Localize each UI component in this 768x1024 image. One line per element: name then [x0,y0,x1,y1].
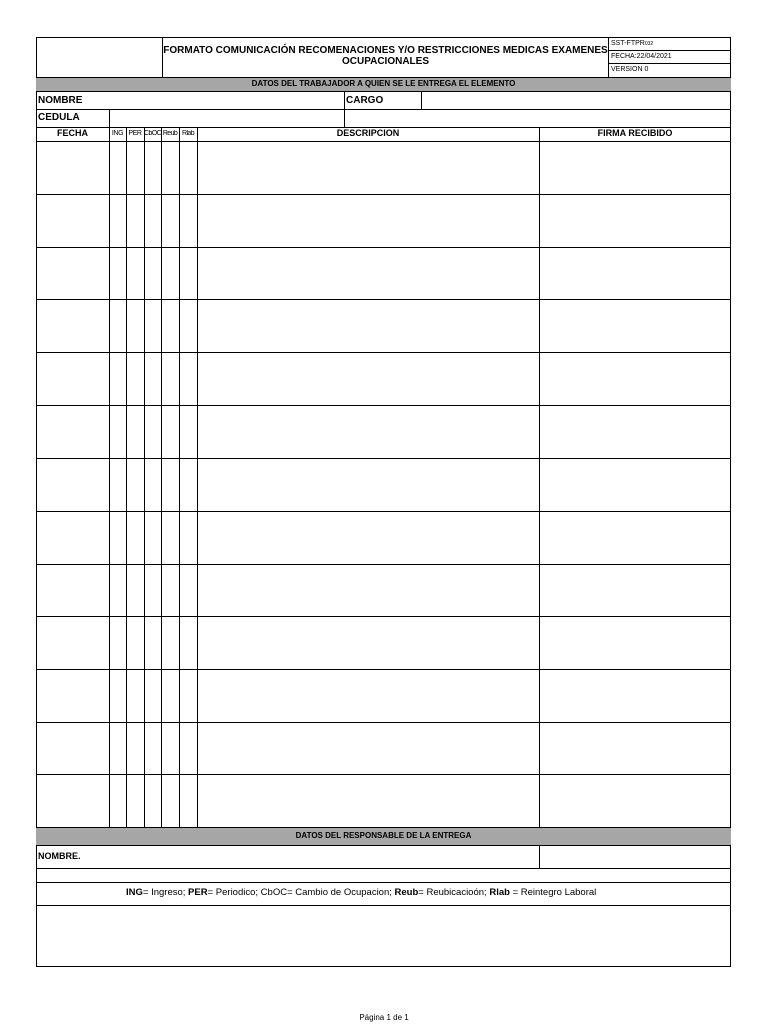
legend-reub-text: = Reubicacioón; [418,887,487,898]
responsible-name-label: NOMBRE. [38,851,81,861]
table-row-line [36,511,731,512]
table-row-line [36,722,731,723]
legend-per-text: = Periodico; [207,887,259,898]
form-version: VERSION 0 [611,66,649,73]
legend-per-abbr: PER [188,887,208,898]
header-meta-line-1 [608,50,731,51]
table-row-line [36,299,731,300]
form-code-suffix: 032 [644,41,654,47]
responsible-section-title: DATOS DEL RESPONSABLE DE LA ENTREGA [295,831,472,840]
page-number: Página 1 de 1 [359,1013,409,1022]
table-row-line [36,564,731,565]
legend-reub-abbr: Reub [394,887,419,898]
worker-row-line [36,109,731,110]
header-divider-right [608,37,609,77]
col-header-descripcion: DESCRIPCION [336,128,400,138]
form-date: FECHA:22/04/2021 [611,53,672,60]
worker-position-label: CARGO [346,95,384,106]
table-row-line [36,352,731,353]
legend-rlab-text: = Reintegro Laboral [512,887,597,898]
table-header-line [36,141,731,142]
worker-section-title: DATOS DEL TRABAJADOR A QUIEN SE LE ENTREGA EL ELEMENTO [251,79,516,88]
col-header-per: PER [128,130,142,137]
cedula-divider [109,109,110,127]
form-title-line-1: FORMATO COMUNICACIÓN RECOMENACIONES Y/O RESTRICCIONES MEDICAS EXAMENES [163,45,608,56]
table-row-line [36,194,731,195]
cargo-divider-right [421,92,422,109]
col-header-cboc: CbOC [144,130,161,137]
legend-cboc-text: CbOC= Cambio de Ocupacion; [260,887,392,898]
legend-ing-abbr: ING [126,887,143,898]
legend-rlab-abbr: Rlab [489,887,510,898]
worker-id-label: CEDULA [38,112,80,123]
col-header-ing: ING [111,130,124,137]
worker-name-label: NOMBRE [38,95,83,106]
table-row-line [36,458,731,459]
header-meta-line-2 [608,63,731,64]
legend-ing-text: = Ingreso; [142,887,186,898]
table-row-line [36,247,731,248]
table-row-line [36,669,731,670]
blank-row-line [36,882,731,883]
abbreviation-legend [126,888,596,898]
form-code [611,40,653,47]
form-title-line-2: OCUPACIONALES [341,56,430,67]
col-header-reub: Reub [162,130,178,137]
table-row-line [36,774,731,775]
legend-row-line [36,905,731,906]
col-header-firma: FIRMA RECIBIDO [597,128,673,138]
responsible-divider [539,846,540,868]
form-code-main: SST-FTPR [611,40,645,47]
responsible-row-line [36,868,731,869]
col-header-rlab: Rlab [182,130,194,137]
table-row-line [36,616,731,617]
table-row-line [36,405,731,406]
col-header-fecha: FECHA [57,128,88,138]
